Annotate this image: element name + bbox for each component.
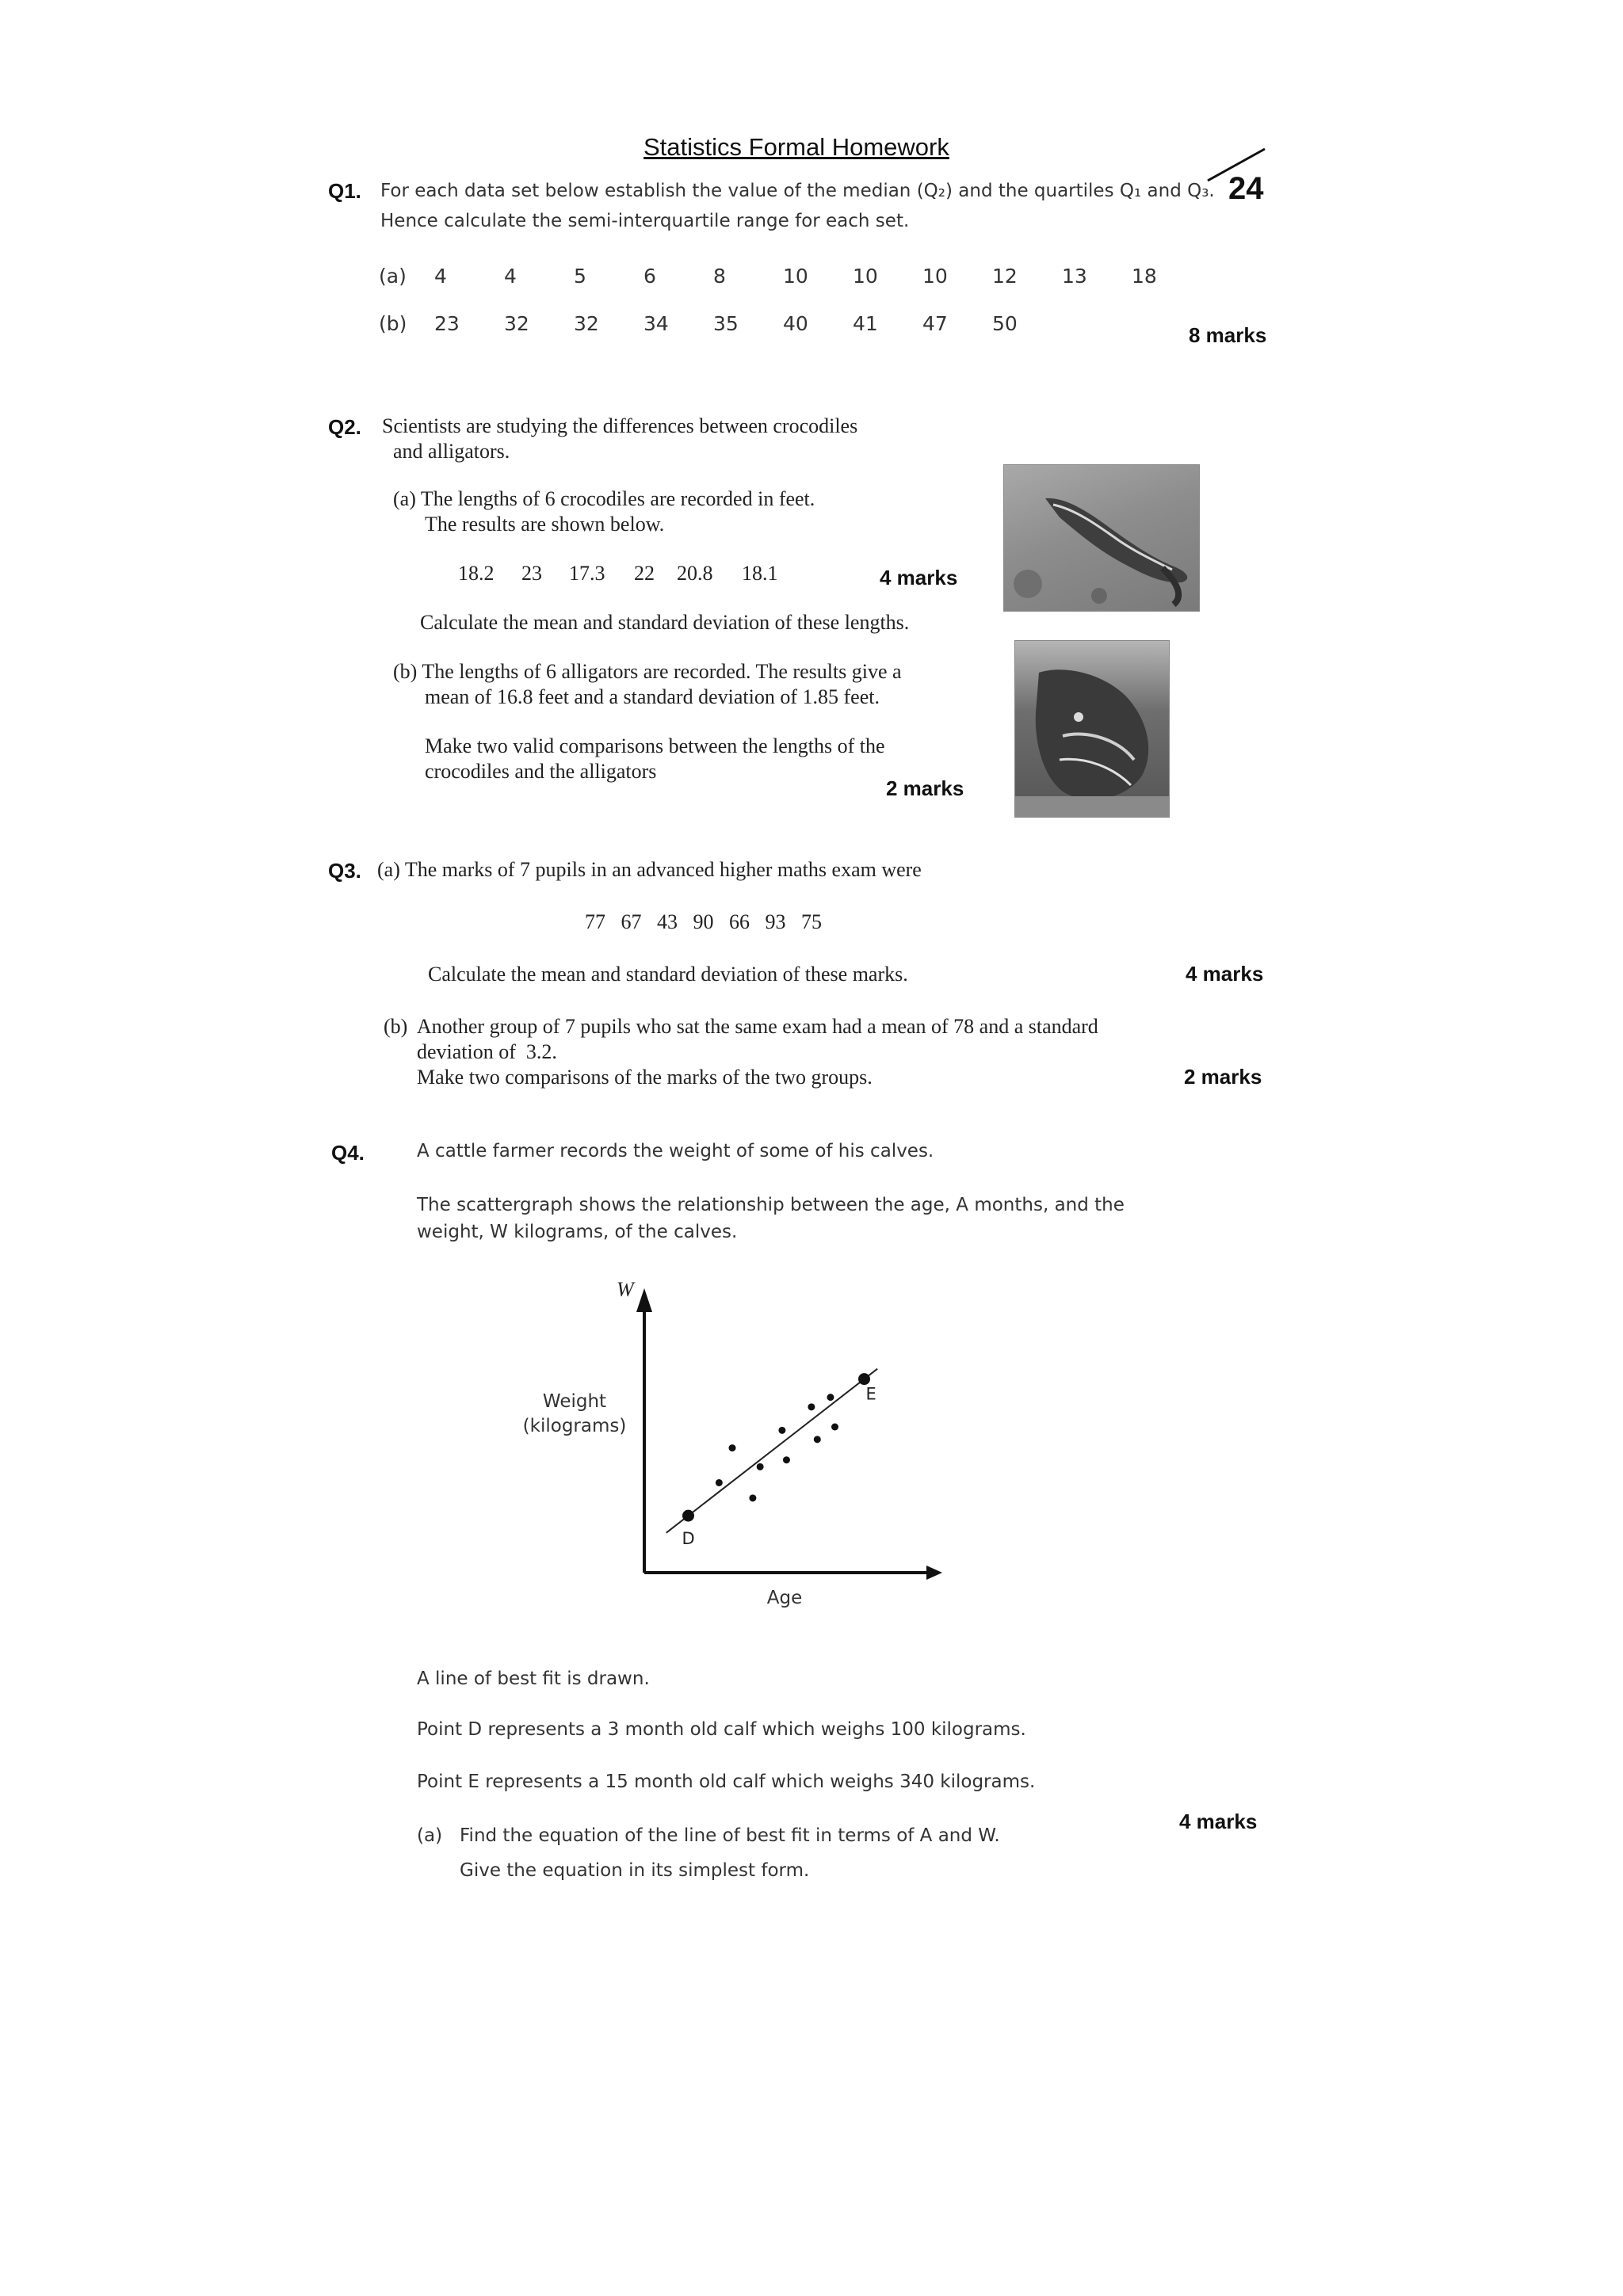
point-label-e: E [865, 1384, 876, 1404]
data-value: 20.8 [677, 562, 713, 585]
data-value: 4 [504, 265, 517, 288]
data-value: 6 [643, 265, 656, 288]
q1-number: Q1. [328, 179, 361, 203]
q4-point-d-text: Point D represents a 3 month old calf which weighs 100 kilograms. [417, 1719, 1026, 1740]
data-point [827, 1394, 834, 1401]
q1-text-line2: Hence calculate the semi-interquartile range for each set. [380, 211, 910, 231]
data-point [831, 1424, 838, 1431]
q4-marks: 4 marks [1179, 1810, 1258, 1833]
q2-number: Q2. [328, 415, 361, 439]
data-point [716, 1479, 723, 1486]
q3a-instruction: Calculate the mean and standard deviation of these marks. [428, 963, 908, 986]
q4a-line2: Give the equation in its simplest form. [460, 1860, 810, 1881]
q3b-line1: (b) Another group of 7 pupils who sat the same exam had a mean of 78 and a standard [384, 1015, 1098, 1038]
data-value: 12 [992, 265, 1018, 288]
data-point [783, 1456, 790, 1463]
data-value: 40 [783, 312, 808, 335]
data-point [778, 1427, 785, 1434]
crocodile-photo [1003, 464, 1200, 612]
q2a-instruction: Calculate the mean and standard deviation of these lengths. [420, 611, 910, 634]
q2b-line4: crocodiles and the alligators [425, 760, 657, 783]
data-value: 8 [713, 265, 726, 288]
set-label: (b) [379, 312, 407, 335]
q4-number: Q4. [331, 1141, 365, 1165]
q1-set-a [379, 265, 1187, 290]
alligator-photo [1014, 640, 1170, 818]
data-value: 22 [634, 562, 655, 585]
q1-marks: 8 marks [1189, 323, 1267, 347]
q3a-marks: 4 marks [1186, 962, 1264, 986]
q4a-line1: Find the equation of the line of best fit in terms of A and W. [460, 1825, 1000, 1846]
y-axis-label-line1: Weight [542, 1391, 607, 1412]
q2-intro-line1: Scientists are studying the differences between crocodiles [382, 414, 858, 437]
scattergraph [507, 1268, 951, 1624]
q2a-marks: 4 marks [880, 566, 958, 589]
x-axis-arrow [926, 1566, 942, 1580]
q4-line1: A cattle farmer records the weight of some of his calves. [417, 1141, 934, 1161]
alligator-illustration [1015, 641, 1169, 817]
q3b-line3: Make two comparisons of the marks of the two groups. [417, 1066, 873, 1089]
data-point [808, 1403, 815, 1410]
q3b-line2: deviation of 3.2. [417, 1040, 557, 1063]
data-value: 50 [992, 312, 1018, 335]
data-value: 10 [783, 265, 808, 288]
data-value: 32 [574, 312, 599, 335]
q4-fit-line-text: A line of best fit is drawn. [417, 1669, 650, 1689]
data-value: 35 [713, 312, 739, 335]
labelled-point-e [858, 1373, 870, 1385]
y-axis-symbol: W [617, 1278, 634, 1301]
data-value: 10 [853, 265, 878, 288]
data-value: 18 [1132, 265, 1157, 288]
x-axis-label: Age [766, 1588, 803, 1608]
data-point [757, 1463, 764, 1470]
total-marks: 24 [1228, 171, 1264, 206]
y-axis-label-line2: (kilograms) [522, 1416, 627, 1436]
labelled-point-d [682, 1510, 694, 1522]
point-label-d: D [682, 1529, 695, 1549]
q2b-line1: (b) The lengths of 6 alligators are recorded. The results give a [393, 660, 902, 683]
data-value: 5 [574, 265, 586, 288]
q2b-line3: Make two valid comparisons between the lengths of the [425, 734, 885, 757]
q1-set-b [379, 312, 1187, 338]
q2-data-row [458, 561, 791, 586]
y-axis-arrow [636, 1288, 652, 1312]
data-value: 18.1 [742, 562, 778, 585]
data-point [729, 1444, 736, 1451]
q2b-line2: mean of 16.8 feet and a standard deviation of 1.85 feet. [425, 685, 880, 708]
data-value: 13 [1062, 265, 1087, 288]
q3a-line1: (a) The marks of 7 pupils in an advanced higher maths exam were [377, 858, 922, 881]
data-value: 17.3 [569, 562, 605, 585]
q3b-marks: 2 marks [1184, 1065, 1262, 1089]
q4-line3: weight, W kilograms, of the calves. [417, 1222, 738, 1242]
data-value: 32 [504, 312, 529, 335]
data-value: 34 [643, 312, 669, 335]
data-value: 10 [922, 265, 948, 288]
data-value: 4 [434, 265, 447, 288]
best-fit-line [666, 1369, 877, 1533]
q4a-label: (a) [417, 1825, 443, 1846]
q2-intro-line2: and alligators. [393, 440, 510, 463]
page-title: Statistics Formal Homework [643, 133, 949, 161]
set-label: (a) [379, 265, 407, 288]
data-point [814, 1436, 821, 1443]
data-value: 18.2 [458, 562, 495, 585]
crocodile-illustration [1004, 465, 1199, 611]
data-value: 47 [922, 312, 948, 335]
q4-point-e-text: Point E represents a 15 month old calf which weighs 340 kilograms. [417, 1772, 1036, 1792]
data-value: 23 [434, 312, 460, 335]
q1-text-line1: For each data set below establish the value of the median (Q₂) and the quartiles Q₁ and Q₃. [380, 181, 1215, 201]
q4-line2: The scattergraph shows the relationship between the age, A months, and the [417, 1195, 1125, 1215]
data-value: 23 [521, 562, 542, 585]
q3-number: Q3. [328, 859, 361, 883]
data-point [749, 1494, 756, 1501]
q2a-line2: The results are shown below. [425, 513, 665, 536]
plot-area [636, 1288, 942, 1580]
q2b-marks: 2 marks [886, 776, 964, 800]
q2a-line1: (a) The lengths of 6 crocodiles are recorded in feet. [393, 487, 815, 510]
data-value: 41 [853, 312, 878, 335]
q3-data: 77 67 43 90 66 93 75 [585, 910, 822, 933]
